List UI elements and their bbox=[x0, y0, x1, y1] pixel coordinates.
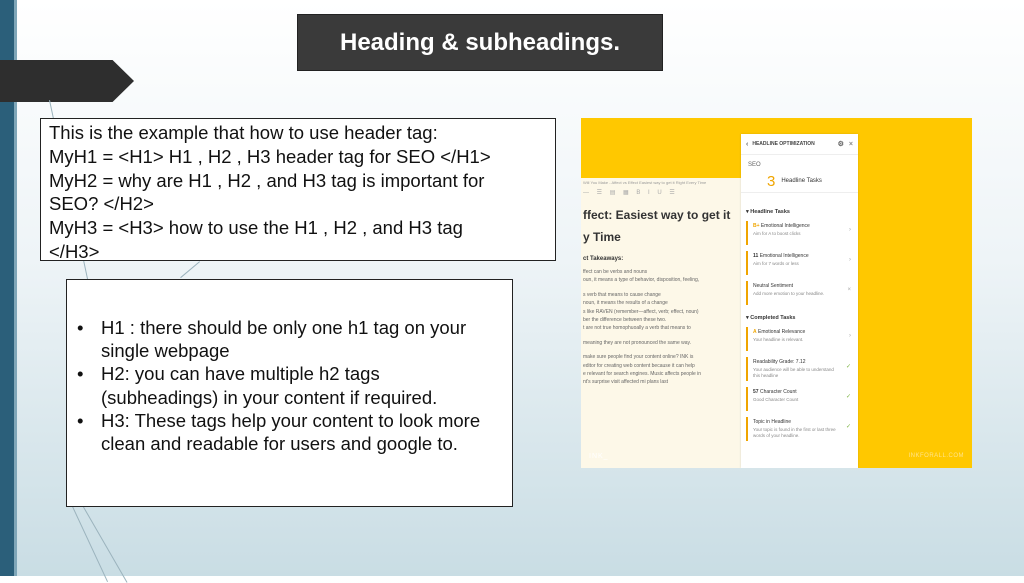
seo-label: SEO bbox=[748, 162, 761, 168]
document-preview bbox=[581, 178, 741, 468]
task-title: Character Count bbox=[759, 389, 797, 395]
completed-item[interactable] bbox=[746, 417, 853, 441]
task-sub: Your headline is relevant. bbox=[753, 337, 804, 342]
doc-paragraph: e relevant for search engines. Music affects people in bbox=[583, 371, 702, 378]
section-label: Headline Tasks bbox=[750, 209, 790, 215]
example-line: MyH2 = why are H1 , H2 , and H3 tag is important for bbox=[49, 169, 485, 191]
doc-paragraph: meaning they are not pronounced the same way. bbox=[583, 339, 692, 346]
heading-tips-box bbox=[66, 279, 513, 507]
section-headline-tasks[interactable] bbox=[741, 193, 858, 221]
task-title: Emotional Intelligence bbox=[759, 253, 809, 259]
example-line: SEO? </H2> bbox=[49, 193, 154, 215]
decorative-line bbox=[79, 500, 127, 583]
slide-title: Heading & subheadings. bbox=[297, 14, 663, 71]
doc-paragraph: nt's surprise visit affected mi plans last bbox=[583, 379, 669, 386]
task-title: Topic in Headline bbox=[753, 419, 792, 425]
doc-heading-line: y Time bbox=[583, 230, 621, 244]
task-item[interactable] bbox=[746, 281, 853, 305]
task-sub: Aim for A to boost clicks bbox=[753, 231, 801, 236]
task-count: 3 bbox=[767, 172, 776, 190]
doc-format-icons: — ☰ ▤ ▦ B I U ☰ bbox=[583, 190, 678, 196]
bullet-item bbox=[77, 409, 496, 455]
close-icon[interactable]: × bbox=[848, 140, 853, 148]
completed-item[interactable] bbox=[746, 357, 853, 381]
task-item[interactable] bbox=[746, 221, 853, 245]
doc-takeaways: ct Takeaways: bbox=[583, 256, 624, 262]
check-icon: ✓ bbox=[845, 424, 851, 430]
panel-header bbox=[741, 134, 858, 155]
task-counter bbox=[741, 170, 858, 193]
task-badge: A bbox=[753, 329, 757, 335]
check-icon: ✓ bbox=[845, 394, 851, 400]
gear-icon[interactable]: ⚙ bbox=[837, 141, 844, 148]
task-badge: 57 bbox=[753, 389, 759, 395]
task-sub: Your topic is found in the first or last three words of your headline. bbox=[753, 427, 836, 438]
chevron-left-icon[interactable]: ‹ bbox=[746, 140, 749, 148]
doc-paragraph: oun, it means a type of behavior, disposition, feeling, bbox=[583, 277, 700, 284]
completed-item[interactable] bbox=[746, 387, 853, 411]
task-item[interactable] bbox=[746, 251, 853, 275]
example-line: MyH1 = <H1> H1 , H2 , H3 header tag for SEO </H1> bbox=[49, 145, 491, 167]
task-sub: Your audience will be able to understand this headline bbox=[753, 367, 834, 378]
bullet-item bbox=[77, 316, 496, 362]
footer-brand: INK_ bbox=[589, 453, 609, 460]
task-badge: 11 bbox=[753, 253, 759, 259]
task-title: Readability Grade: 7.12 bbox=[753, 359, 806, 365]
footer-site: INKFORALL.COM bbox=[908, 453, 964, 459]
bullet-text: H3: These tags help your content to look more clean and readable for users and google to. bbox=[101, 409, 481, 455]
task-badge: B+ bbox=[753, 223, 760, 229]
ink-editor-screenshot bbox=[581, 118, 972, 468]
doc-paragraph: s verb that means to cause change bbox=[583, 291, 661, 298]
example-line: </H3> bbox=[49, 240, 100, 262]
task-sub: Aim for 7 words or less bbox=[753, 261, 799, 266]
chevron-right-icon: › bbox=[849, 333, 851, 339]
task-count-label: Headline Tasks bbox=[781, 178, 822, 184]
bullet-marker: • bbox=[77, 363, 84, 385]
doc-heading-line: ffect: Easiest way to get it bbox=[583, 208, 731, 222]
task-title: Emotional Intelligence bbox=[760, 223, 810, 229]
bullet-marker: • bbox=[77, 409, 84, 431]
bullet-item bbox=[77, 362, 496, 408]
bullet-marker: • bbox=[77, 317, 84, 338]
task-sub: Add more emotion to your headline. bbox=[753, 291, 825, 296]
doc-toolbar-text: Will You Make - Affect vs Effect Easiest way to get it Right Every Time bbox=[583, 180, 707, 185]
bullet-list bbox=[77, 316, 496, 455]
example-line: This is the example that how to use header tag: bbox=[49, 122, 438, 143]
task-sub: Good Character Count bbox=[753, 397, 799, 402]
doc-paragraph: s like RAVEN (remember—affect, verb; effect, noun) bbox=[583, 308, 699, 315]
chevron-right-icon: › bbox=[849, 257, 851, 263]
doc-paragraph: noun, it means the results of a change bbox=[583, 300, 668, 307]
header-tag-example-box bbox=[40, 118, 556, 261]
task-title: Neutral Sentiment bbox=[753, 283, 794, 289]
close-icon: × bbox=[847, 287, 851, 293]
headline-optimization-panel bbox=[741, 134, 858, 468]
doc-paragraph: t are not true homophuoally a verb that means to bbox=[583, 325, 691, 332]
doc-paragraph: make sure people find your content online? INK is bbox=[583, 354, 694, 361]
check-icon: ✓ bbox=[845, 364, 851, 370]
doc-heading bbox=[583, 204, 739, 248]
section-completed-tasks[interactable] bbox=[741, 311, 858, 327]
task-title: Emotional Relevance bbox=[758, 329, 806, 335]
doc-paragraph: ffect can be verbs and nouns bbox=[583, 269, 648, 275]
doc-paragraph: ber the difference between these two. bbox=[583, 317, 667, 324]
bullet-text: H1 : there should be only one h1 tag on your single webpage bbox=[101, 317, 467, 362]
chevron-down-icon: ▾ bbox=[746, 209, 751, 215]
panel-title: HEADLINE OPTIMIZATION bbox=[752, 141, 815, 147]
example-line: MyH3 = <H3> how to use the H1 , H2 , and H3 tag bbox=[49, 217, 463, 239]
completed-item[interactable] bbox=[746, 327, 853, 351]
doc-paragraph: editor for creating web content because it can help bbox=[583, 362, 695, 369]
section-label: Completed Tasks bbox=[750, 315, 796, 321]
bullet-text: H2: you can have multiple h2 tags (subheadings) in your content if required. bbox=[101, 363, 438, 408]
chevron-down-icon: ▾ bbox=[746, 315, 751, 321]
arrow-decoration bbox=[0, 60, 134, 102]
chevron-right-icon: › bbox=[849, 227, 851, 233]
